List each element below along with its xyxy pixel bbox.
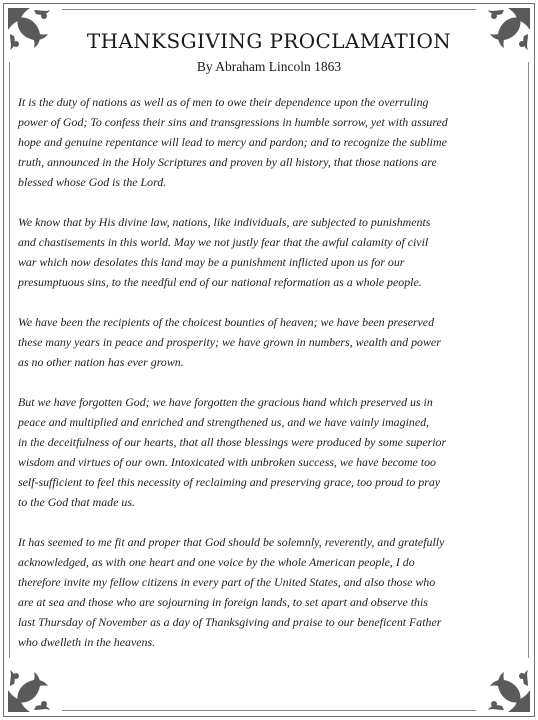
paragraph-line: self-sufficient to feel this necessity of reclaiming and preserving grace, too proud to pray [18, 475, 441, 489]
paragraph-line: But we have forgotten God; we have forgotten the gracious hand which preserved us in [18, 395, 433, 409]
paragraph [18, 392, 530, 512]
paragraph-line: these many years in peace and prosperity; we have grown in numbers, wealth and power [18, 335, 441, 349]
paragraph-line: as no other nation has ever grown. [18, 355, 184, 369]
page-title: THANKSGIVING PROCLAMATION [86, 29, 452, 53]
byline: By Abraham Lincoln 1863 [196, 59, 342, 74]
proclamation-body [18, 92, 530, 672]
paragraph [18, 92, 530, 192]
paragraph [18, 312, 530, 372]
paragraph-line: in the deceitfulness of our hearts, that all those blessings were produced by some superior [18, 435, 447, 449]
paragraph-line: We have been the recipients of the choicest bounties of heaven; we have been preserved [18, 315, 435, 329]
paragraph-line: peace and multiplied and enriched and strengthened us, and we have vainly imagined, [18, 415, 430, 429]
paragraph-line: truth, announced in the Holy Scriptures and proven by all history, that those nations are [18, 155, 437, 169]
paragraph-line: presumptuous sins, to the needful end of our national reformation as a whole people. [18, 275, 422, 289]
paragraph-line: It is the duty of nations as well as of men to owe their dependence upon the overruling [18, 95, 429, 109]
paragraph-line: hope and genuine repentance will lead to mercy and pardon; and to recognize the sublime [18, 135, 447, 149]
paragraph-line: therefore invite my fellow citizens in every part of the United States, and also those who [18, 575, 436, 589]
paragraph-line: and chastisements in this world. May we not justly fear that the awful calamity of civil [18, 235, 429, 249]
paragraph-line: are at sea and those who are sojourning in foreign lands, to set apart and observe this [18, 595, 428, 609]
paragraph-line: blessed whose God is the Lord. [18, 175, 167, 189]
paragraph [18, 212, 530, 292]
paragraph-line: It has seemed to me fit and proper that God should be solemnly, reverently, and gratefully [18, 535, 445, 549]
paragraph-line: power of God; To confess their sins and transgressions in humble sorrow, yet with assured [18, 115, 448, 129]
paragraph-line: last Thursday of November as a day of Thanksgiving and praise to our beneficent Father [18, 615, 442, 629]
paragraph-line: wisdom and virtues of our own. Intoxicated with unbroken success, we have become too [18, 455, 436, 469]
paragraph-line: to the God that made us. [18, 495, 135, 509]
paragraph-line: We know that by His divine law, nations, like individuals, are subjected to punishments [18, 215, 431, 229]
paragraph-line: war which now desolates this land may be a punishment inflicted upon us for our [18, 255, 405, 269]
paragraph [18, 532, 530, 652]
paragraph-line: who dwelleth in the heavens. [18, 635, 156, 649]
paragraph-line: acknowledged, as with one heart and one voice by the whole American people, I do [18, 555, 415, 569]
